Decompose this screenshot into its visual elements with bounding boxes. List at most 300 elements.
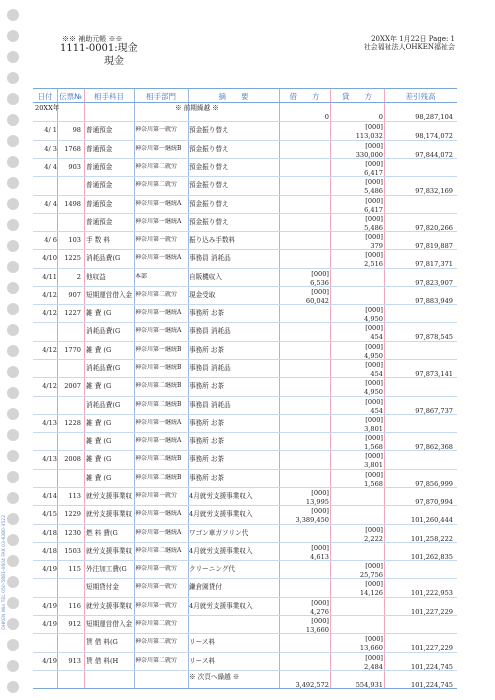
binder-hole (7, 114, 19, 126)
row-voucher-no: 1225 (64, 254, 81, 263)
binder-hole (7, 93, 19, 105)
row-date: 4/ 4 (44, 199, 57, 208)
header-counter-account: 相手科目 (94, 92, 124, 101)
row-description: リース料 (189, 656, 216, 665)
row-voucher-no: 1227 (64, 309, 81, 318)
table-row (33, 122, 457, 140)
row-counter-dept: 神奈川第二就労 (135, 619, 178, 627)
row-credit-amount: 14,126 (359, 589, 383, 598)
row-debit-amount: 4,276 (310, 607, 329, 616)
table-row (33, 250, 457, 268)
row-debit-tag: [000] (311, 287, 329, 296)
table-row (33, 323, 457, 341)
row-counter-dept: 本部 (135, 272, 148, 280)
row-counter-dept: 神奈川第二就労 (135, 638, 178, 646)
opening-balance: 98,287,104 (415, 113, 453, 121)
table-row (33, 214, 457, 232)
binder-hole (7, 450, 19, 462)
row-balance: 97,862,368 (415, 443, 453, 452)
binder-hole (7, 492, 19, 504)
row-voucher-no: 913 (68, 656, 81, 665)
table-row (33, 397, 457, 415)
row-credit-amount: 5,486 (364, 223, 383, 232)
row-counter-account: 普通預金 (86, 181, 113, 190)
row-date: 4/13 (42, 418, 57, 427)
row-description: 預金振り替え (189, 217, 229, 226)
row-voucher-no: 1768 (64, 144, 81, 153)
row-counter-account: 消耗品費(G (86, 254, 121, 263)
organization-name: 社会福祉法人OHKEN福祉会 (363, 43, 455, 51)
row-counter-dept: 神奈川第一継続A (135, 528, 182, 536)
row-balance: 101,224,745 (411, 662, 453, 671)
row-balance: 97,856,999 (415, 479, 453, 488)
row-counter-dept: 神奈川第二就労 (135, 181, 178, 189)
row-credit-amount: 13,660 (359, 644, 383, 653)
row-counter-account: 消耗品費(G (86, 327, 121, 336)
row-counter-account: 普通預金 (86, 126, 113, 135)
table-row (33, 378, 457, 396)
row-date: 4/18 (42, 546, 57, 555)
row-credit-amount: 3,801 (364, 424, 383, 433)
binder-hole (7, 303, 19, 315)
table-row (33, 451, 457, 469)
row-date: 4/11 (42, 272, 57, 281)
binder-hole (7, 681, 19, 693)
row-debit-tag: [000] (311, 269, 329, 278)
row-counter-dept: 神奈川第一継続A (135, 418, 182, 426)
closing-row (33, 671, 457, 690)
row-date: 4/10 (42, 254, 57, 263)
row-counter-dept: 神奈川第一継続A (135, 510, 182, 518)
table-row (33, 525, 457, 543)
row-credit-amount: 4,950 (364, 388, 383, 397)
row-counter-account: 普通預金 (86, 144, 113, 153)
binder-hole (7, 366, 19, 378)
row-credit-tag: [000] (365, 434, 383, 443)
row-credit-tag: [000] (365, 141, 383, 150)
row-credit-amount: 454 (370, 333, 383, 342)
row-date: 4/14 (42, 492, 57, 500)
row-credit-amount: 1,568 (364, 443, 383, 452)
row-description: 事務員 消耗品 (189, 254, 231, 263)
row-debit-tag: [000] (311, 489, 329, 497)
row-date: 4/19 (42, 619, 57, 628)
ledger-table (33, 88, 457, 689)
row-counter-dept: 神奈川第一継続A (135, 254, 182, 262)
row-balance: 97,873,141 (415, 370, 453, 379)
row-credit-amount: 5,486 (364, 187, 383, 196)
row-credit-amount: 6,417 (364, 168, 383, 177)
row-counter-account: 他収益 (86, 272, 106, 281)
row-counter-account: 普通預金 (86, 199, 113, 208)
row-counter-dept: 神奈川第一就労 (135, 583, 178, 591)
opening-debit: 0 (324, 113, 329, 121)
row-date: 4/13 (42, 455, 57, 464)
row-credit-amount: 113,032 (355, 132, 383, 141)
row-credit-tag: [000] (365, 324, 383, 333)
row-credit-tag: [000] (365, 251, 383, 260)
table-row (33, 287, 457, 305)
row-date: 4/ 3 (44, 144, 57, 153)
row-credit-amount: 330,000 (355, 150, 383, 159)
table-row (33, 342, 457, 360)
row-balance: 101,258,222 (411, 534, 453, 543)
binder-hole (7, 576, 19, 588)
row-debit-amount: 3,389,450 (295, 516, 329, 525)
binder-hole (7, 408, 19, 420)
row-credit-tag: [000] (365, 397, 383, 406)
row-counter-dept: 神奈川第二継続B (135, 400, 182, 408)
table-row (33, 159, 457, 177)
binder-hole (7, 72, 19, 84)
row-voucher-no: 113 (68, 492, 81, 500)
row-counter-dept: 神奈川第二継続B (135, 473, 182, 481)
row-balance: 97,817,371 (415, 260, 453, 269)
row-voucher-no: 116 (68, 601, 81, 610)
account-heading (60, 42, 138, 68)
row-date: 4/ 6 (44, 236, 57, 245)
row-balance: 97,823,907 (415, 278, 453, 287)
row-debit-tag: [000] (311, 616, 329, 625)
binder-hole (7, 156, 19, 168)
row-counter-account: 雑 費 (G (86, 382, 112, 391)
row-description: 事務所 お茶 (189, 309, 225, 318)
row-balance: 101,222,953 (411, 589, 453, 598)
row-counter-dept: 神奈川第一就労 (135, 236, 178, 244)
row-credit-amount: 4,950 (364, 315, 383, 324)
row-description: 事務所 お茶 (189, 345, 225, 354)
row-description: 事務所 お茶 (189, 418, 225, 427)
table-row (33, 305, 457, 323)
row-date: 4/19 (42, 601, 57, 610)
table-row (33, 543, 457, 561)
row-date: 4/19 (42, 565, 57, 574)
row-counter-account: 雑 費 (G (86, 418, 112, 427)
binder-hole (7, 219, 19, 231)
row-debit-tag: [000] (311, 543, 329, 552)
table-row (33, 506, 457, 524)
table-row (33, 415, 457, 433)
row-counter-account: 短期運営借入金 (86, 290, 132, 299)
row-credit-tag: [000] (365, 653, 383, 662)
row-counter-dept: 神奈川第一継続A (135, 437, 182, 445)
row-credit-tag: [000] (365, 306, 383, 315)
row-counter-dept: 神奈川第二就労 (135, 656, 178, 664)
binder-hole (7, 282, 19, 294)
table-row (33, 196, 457, 214)
row-description: 事務所 お茶 (189, 473, 225, 482)
binder-hole (7, 534, 19, 546)
opening-credit: 0 (378, 113, 383, 121)
binder-hole (7, 9, 19, 21)
header-balance: 差引残高 (405, 92, 436, 101)
row-counter-account: 賃 借 料(G (86, 638, 118, 647)
row-description: 預金振り替え (189, 199, 229, 208)
row-counter-account: 雑 費 (G (86, 309, 112, 318)
table-row (33, 579, 457, 597)
table-row (33, 634, 457, 652)
row-description: クリーニング代 (189, 565, 236, 574)
row-counter-account: 短期貸付金 (86, 583, 119, 592)
binder-hole (7, 198, 19, 210)
header-description: 摘 要 (218, 92, 249, 101)
row-counter-account: 短期運営借入金 (86, 619, 132, 628)
row-credit-amount: 2,484 (364, 662, 383, 671)
row-credit-amount: 25,756 (359, 571, 383, 580)
binder-hole (7, 555, 19, 567)
binder-hole (7, 597, 19, 609)
row-description: 事務員 消耗品 (189, 400, 231, 409)
row-credit-tag: [000] (365, 196, 383, 205)
row-description: 預金振り替え (189, 144, 229, 153)
row-description: 現金受取 (189, 290, 216, 299)
row-voucher-no: 912 (68, 619, 81, 628)
row-debit-tag: [000] (311, 507, 329, 516)
row-counter-account: 外注加工費(G (86, 565, 127, 574)
row-counter-dept: 神奈川第一継続A (135, 309, 182, 317)
row-counter-account: 雑 費 (G (86, 437, 112, 446)
row-date: 4/12 (42, 345, 57, 354)
header-debit: 借 方 (289, 92, 320, 101)
header-counter-dept: 相手部門 (146, 92, 176, 101)
binder-hole (7, 135, 19, 147)
account-code: 1111-0001:現金 (60, 43, 138, 54)
row-credit-tag: [000] (365, 580, 383, 589)
row-debit-amount: 4,613 (310, 552, 329, 561)
row-date: 4/ 4 (44, 162, 57, 171)
row-credit-tag: [000] (365, 361, 383, 370)
row-credit-tag: [000] (365, 178, 383, 187)
table-row (33, 433, 457, 451)
table-row (33, 177, 457, 195)
row-description: リース料 (189, 638, 216, 647)
row-date: 4/12 (42, 290, 57, 299)
binder-hole (7, 429, 19, 441)
binder-hole (7, 261, 19, 273)
row-counter-dept: 神奈川第二就労 (135, 290, 178, 298)
closing-balance: 101,224,745 (411, 681, 453, 689)
row-counter-dept: 神奈川第一継続B (135, 364, 182, 372)
row-balance: 101,262,835 (411, 552, 453, 561)
row-credit-amount: 379 (370, 242, 383, 251)
row-counter-account: 手 数 料 (86, 236, 110, 245)
row-balance: 97,832,169 (415, 187, 453, 196)
row-description: 4月就労支援事業収入 (189, 601, 253, 610)
row-description: 事務所 お茶 (189, 382, 225, 391)
row-counter-dept: 神奈川第一継続B (135, 144, 182, 152)
row-description: 振り込み手数料 (189, 236, 236, 245)
row-date: 4/ 1 (44, 126, 57, 135)
row-credit-tag: [000] (365, 415, 383, 424)
binder-hole (7, 177, 19, 189)
row-credit-tag: [000] (365, 635, 383, 644)
header-voucher-no: 伝票№ (59, 92, 82, 101)
row-debit-amount: 6,536 (310, 278, 329, 287)
row-credit-amount: 6,417 (364, 205, 383, 214)
column-headers (33, 89, 457, 103)
ledger-title: ※※ 補助元帳 ※※ (62, 35, 123, 43)
binder-hole (7, 345, 19, 357)
row-balance: 97,883,949 (415, 296, 453, 305)
row-credit-tag: [000] (365, 562, 383, 571)
row-credit-amount: 1,568 (364, 479, 383, 488)
row-voucher-no: 98 (72, 126, 81, 135)
row-counter-account: 普通預金 (86, 162, 113, 171)
row-credit-tag: [000] (365, 214, 383, 223)
opening-row (33, 103, 457, 122)
row-credit-amount: 2,222 (364, 534, 383, 543)
row-counter-account: 雑 費 (G (86, 455, 112, 464)
row-balance: 97,844,072 (415, 150, 453, 159)
binder-hole (7, 618, 19, 630)
row-counter-dept: 神奈川第一継続A (135, 217, 182, 225)
row-voucher-no: 1498 (64, 199, 81, 208)
row-counter-account: 消耗品費(G (86, 364, 121, 373)
row-description: 預金振り替え (189, 126, 229, 135)
row-debit-amount: 13,995 (305, 498, 329, 506)
row-counter-dept: 神奈川第一就労 (135, 565, 178, 573)
binder-hole (7, 30, 19, 42)
table-row (33, 470, 457, 488)
row-voucher-no: 1770 (64, 345, 81, 354)
row-description: 預金振り替え (189, 181, 229, 190)
row-balance: 97,870,994 (415, 498, 453, 506)
row-voucher-no: 1228 (64, 418, 81, 427)
row-voucher-no: 2 (76, 272, 81, 281)
row-counter-dept: 神奈川第一就労 (135, 126, 178, 134)
row-counter-dept: 神奈川第一就労 (135, 492, 178, 499)
row-description: 自販機収入 (189, 272, 222, 281)
binder-hole (7, 660, 19, 672)
row-counter-account: 燃 料 費(G (86, 528, 118, 537)
row-balance: 101,227,229 (411, 644, 453, 653)
binder-hole (7, 387, 19, 399)
row-counter-account: 普通預金 (86, 217, 113, 226)
closing-debit: 3,492,572 (295, 681, 329, 689)
binder-hole (7, 471, 19, 483)
row-date: 4/19 (42, 656, 57, 665)
closing-label: ※ 次頁へ繰越 ※ (189, 673, 240, 681)
row-counter-dept: 神奈川第二継続A (135, 546, 182, 554)
row-description: 4月就労支援事業収入 (189, 546, 253, 555)
row-voucher-no: 903 (68, 162, 81, 171)
binder-hole (7, 51, 19, 63)
binder-hole (7, 639, 19, 651)
row-counter-account: 就労支援事業収 (86, 546, 132, 555)
table-row (33, 232, 457, 250)
row-counter-dept: 神奈川第一継続A (135, 327, 182, 335)
row-counter-account: 賃 借 料(H (86, 656, 119, 665)
row-credit-tag: [000] (365, 233, 383, 242)
header-credit: 貸 方 (342, 92, 372, 101)
row-counter-account: 就労支援事業収 (86, 601, 132, 610)
table-row (33, 269, 457, 287)
row-credit-tag: [000] (365, 470, 383, 479)
row-balance: 97,878,545 (415, 333, 453, 342)
binder-hole (7, 240, 19, 252)
row-balance: 101,260,444 (411, 516, 453, 525)
table-row (33, 488, 457, 506)
row-description: 事務員 消耗品 (189, 364, 231, 373)
row-date: 4/18 (42, 528, 57, 537)
row-balance: 97,819,887 (415, 242, 453, 251)
row-counter-account: 就労支援事業収 (86, 492, 132, 500)
row-balance: 101,227,229 (411, 607, 453, 616)
binder-hole (7, 513, 19, 525)
row-credit-amount: 3,801 (364, 461, 383, 470)
row-counter-account: 雑 費 (G (86, 345, 112, 354)
row-debit-amount: 13,660 (305, 625, 329, 634)
row-date: 4/12 (42, 309, 57, 318)
row-credit-amount: 454 (370, 370, 383, 379)
print-date-page: 20XX年 1月22日 Page: 1 (371, 35, 455, 43)
table-row (33, 141, 457, 159)
row-credit-tag: [000] (365, 123, 383, 132)
row-balance: 98,174,072 (415, 132, 453, 141)
row-counter-dept: 神奈川第一継続A (135, 199, 182, 207)
row-credit-tag: [000] (365, 342, 383, 351)
header-date: 日付 (37, 92, 53, 101)
row-voucher-no: 2008 (64, 455, 81, 464)
row-counter-dept: 神奈川第二継続B (135, 455, 182, 463)
row-date: 4/12 (42, 382, 57, 391)
row-credit-amount: 2,516 (364, 260, 383, 269)
opening-year: 20XX年 (35, 104, 60, 112)
row-counter-dept: 神奈川第一継続B (135, 345, 182, 353)
row-counter-dept: 神奈川第二就労 (135, 162, 178, 170)
row-description: 事務所 お茶 (189, 455, 225, 464)
row-voucher-no: 1503 (64, 546, 81, 555)
row-description: 預金振り替え (189, 162, 229, 171)
opening-label: ※ 前期繰越 ※ (175, 104, 219, 112)
table-row (33, 616, 457, 634)
row-description: 鎌倉園貸付 (189, 583, 222, 592)
row-voucher-no: 907 (68, 290, 81, 299)
row-debit-tag: [000] (311, 598, 329, 607)
side-note: OHKEN Win TEL 050-5881-0604 FAX 03-6380-3522 (2, 515, 7, 630)
row-credit-tag: [000] (365, 159, 383, 168)
row-credit-amount: 454 (370, 406, 383, 415)
row-counter-account: 就労支援事業収 (86, 510, 132, 519)
row-description: 事務員 消耗品 (189, 327, 231, 336)
row-description: 事務所 お茶 (189, 437, 225, 446)
table-row (33, 360, 457, 378)
table-row (33, 653, 457, 671)
row-credit-tag: [000] (365, 525, 383, 534)
row-voucher-no: 1229 (64, 510, 81, 519)
account-name: 現金 (104, 56, 124, 67)
row-voucher-no: 1230 (64, 528, 81, 537)
table-row (33, 561, 457, 579)
row-balance: 97,820,266 (415, 223, 453, 232)
row-credit-amount: 4,950 (364, 351, 383, 360)
row-counter-account: 消耗品費(G (86, 400, 121, 409)
row-date: 4/15 (42, 510, 57, 519)
row-credit-tag: [000] (365, 452, 383, 461)
row-balance: 97,867,737 (415, 406, 453, 415)
row-credit-tag: [000] (365, 379, 383, 388)
row-description: ワゴン車ガソリン代 (189, 528, 249, 537)
binder-hole (7, 324, 19, 336)
closing-credit: 554,931 (355, 681, 383, 689)
row-voucher-no: 2007 (64, 382, 81, 391)
row-counter-dept: 神奈川第二継続B (135, 382, 182, 390)
row-debit-amount: 60,042 (305, 296, 329, 305)
row-description: 4月就労支援事業収入 (189, 492, 253, 500)
row-counter-dept: 神奈川第一就労 (135, 601, 178, 609)
row-voucher-no: 103 (68, 236, 81, 245)
table-row (33, 598, 457, 616)
